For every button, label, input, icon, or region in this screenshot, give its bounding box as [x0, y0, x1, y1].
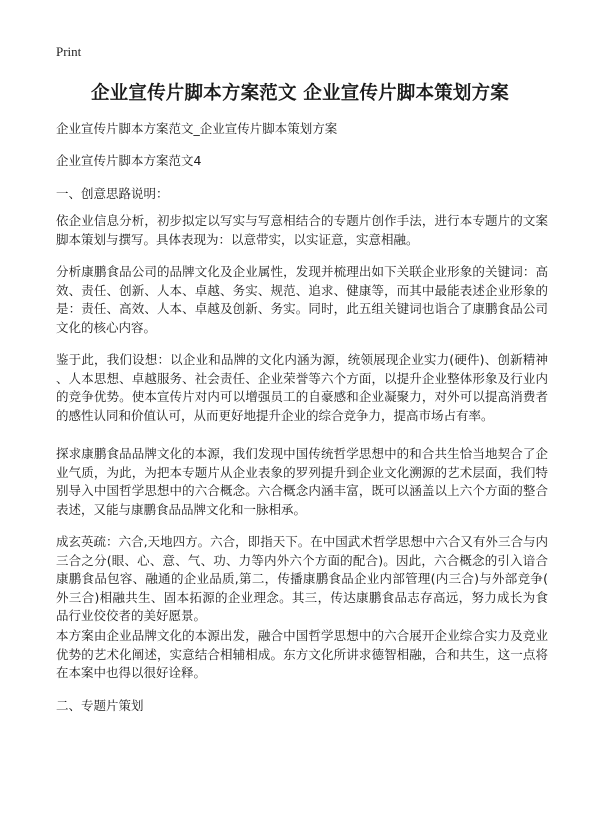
section-heading-creative-ideas: 一、创意思路说明： [56, 186, 169, 201]
paragraph: 成玄英疏：六合,天地四方。六合，即指天下。在中国武术哲学思想中六合又有外三合与内三合之分(眼、心、意、气、功、力等内外六个方面的配合)。因此，六合概念的引入谙合康鹏食品包容、融通的企业品质,第二，传播康鹏食品企业内部管理(内三合)与外部竞争(外三合)相融共生、固本拓源的企业理念。其三，传达康鹏食品志存高远，努力成长为食品行业佼佼者的美好愿景。 [56, 534, 548, 623]
page-title: 企业宣传片脚本方案范文 企业宣传片脚本策划方案 [90, 83, 510, 104]
print-link[interactable]: Print [56, 44, 82, 59]
paragraph: 分析康鹏食品公司的品牌文化及企业属性，发现并梳理出如下关联企业形象的关键词：高效、责任、创新、人本、卓越、务实、规范、追求、健康等，而其中最能表述企业形象的是：责任、高效、人本、卓越及创新、务实。同时，此五组关键词也诣合了康鹏食品公司文化的核心内容。 [56, 264, 548, 335]
paragraph: 本方案由企业品牌文化的本源出发，融合中国哲学思想中的六合展开企业综合实力及竞业优势的艺术化阐述，实意结合相辅相成。东方文化所讲求德智相融，合和共生，这一点将在本案中也得以很好诠释。 [56, 628, 548, 680]
paragraph: 探求康鹏食品品牌文化的本源，我们发现中国传统哲学思想中的和合共生恰当地契合了企业气质，为此，为把本专题片从企业表象的罗列提升到企业文化溯源的艺术层面，我们特别导入中国哲学思想中的六合概念。六合概念内涵丰富，既可以涵盖以上六个方面的整合表述，又能与康鹏食品品牌文化和一脉相承。 [56, 446, 548, 517]
section-heading-film-planning: 二、专题片策划 [56, 698, 144, 713]
document-subtitle: 企业宣传片脚本方案范文_企业宣传片脚本策划方案 [56, 121, 338, 136]
document-name: 企业宣传片脚本方案范文4 [56, 153, 202, 168]
paragraph: 依企业信息分析，初步拟定以写实与写意相结合的专题片创作手法，进行本专题片的文案脚本策划与撰写。具体表现为：以意带实，以实证意，实意相融。 [56, 213, 548, 247]
paragraph: 鉴于此，我们设想：以企业和品牌的文化内涵为源，统领展现企业实力(硬件)、创新精神、人本思想、卓越服务、社会责任、企业荣誉等六个方面，以提升企业整体形象及行业内的竞争优势。使本宣传片对内可以增强员工的自豪感和企业凝聚力，对外可以提高消费者的感性认同和价值认可，从而更好地提升企业的综合竞争力，提高市场占有率。 [56, 352, 548, 423]
